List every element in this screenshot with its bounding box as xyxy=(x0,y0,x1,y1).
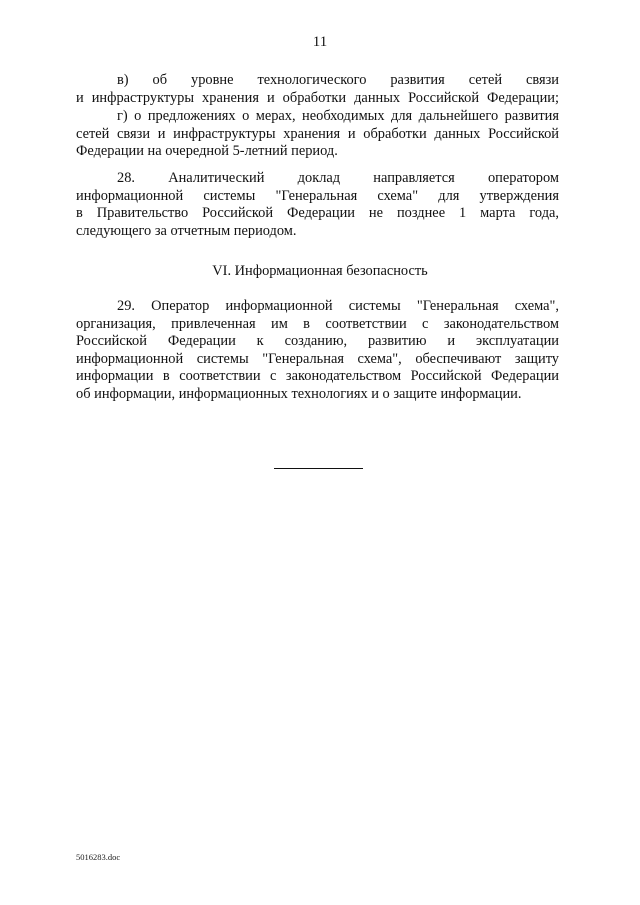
paragraph-line: информационной системы "Генеральная схема" для утверждения xyxy=(76,187,559,204)
paragraph-28 xyxy=(76,170,559,240)
paragraph-line: информационной системы "Генеральная схема", обеспечивают защиту xyxy=(76,350,559,367)
paragraph-line: следующего за отчетным периодом. xyxy=(76,222,297,239)
paragraph-g xyxy=(76,108,559,161)
paragraph-line: в Правительство Российской Федерации не позднее 1 марта года, xyxy=(76,205,559,222)
paragraph-line: в) об уровне технологического развития сетей связи xyxy=(117,72,559,88)
paragraph-line: 28. Аналитический доклад направляется оператором xyxy=(117,170,559,186)
paragraph-line: организация, привлеченная им в соответствии с законодательством xyxy=(76,315,559,332)
section-title: VI. Информационная безопасность xyxy=(212,263,428,279)
paragraph-line: информации в соответствии с законодательством Российской Федерации xyxy=(76,368,559,385)
paragraph-line: 29. Оператор информационной системы "Генеральная схема", xyxy=(117,298,559,314)
paragraph-line: сетей связи и инфраструктуры хранения и обработки данных Российской xyxy=(76,125,559,142)
paragraph-line: и инфраструктуры хранения и обработки данных Российской Федерации; xyxy=(76,89,559,106)
paragraph-line: г) о предложениях о мерах, необходимых для дальнейшего развития xyxy=(117,108,559,124)
paragraph-line: Российской Федерации к созданию, развитию и эксплуатации xyxy=(76,333,559,350)
paragraph-line: об информации, информационных технологиях и о защите информации. xyxy=(76,385,522,402)
paragraph-v xyxy=(76,72,559,107)
footer-document-code: 5016283.doc xyxy=(76,852,121,862)
page-number: 11 xyxy=(312,34,328,50)
paragraph-29 xyxy=(76,298,559,404)
paragraph-line: Федерации на очередной 5-летний период. xyxy=(76,143,338,160)
closing-divider xyxy=(274,468,363,469)
